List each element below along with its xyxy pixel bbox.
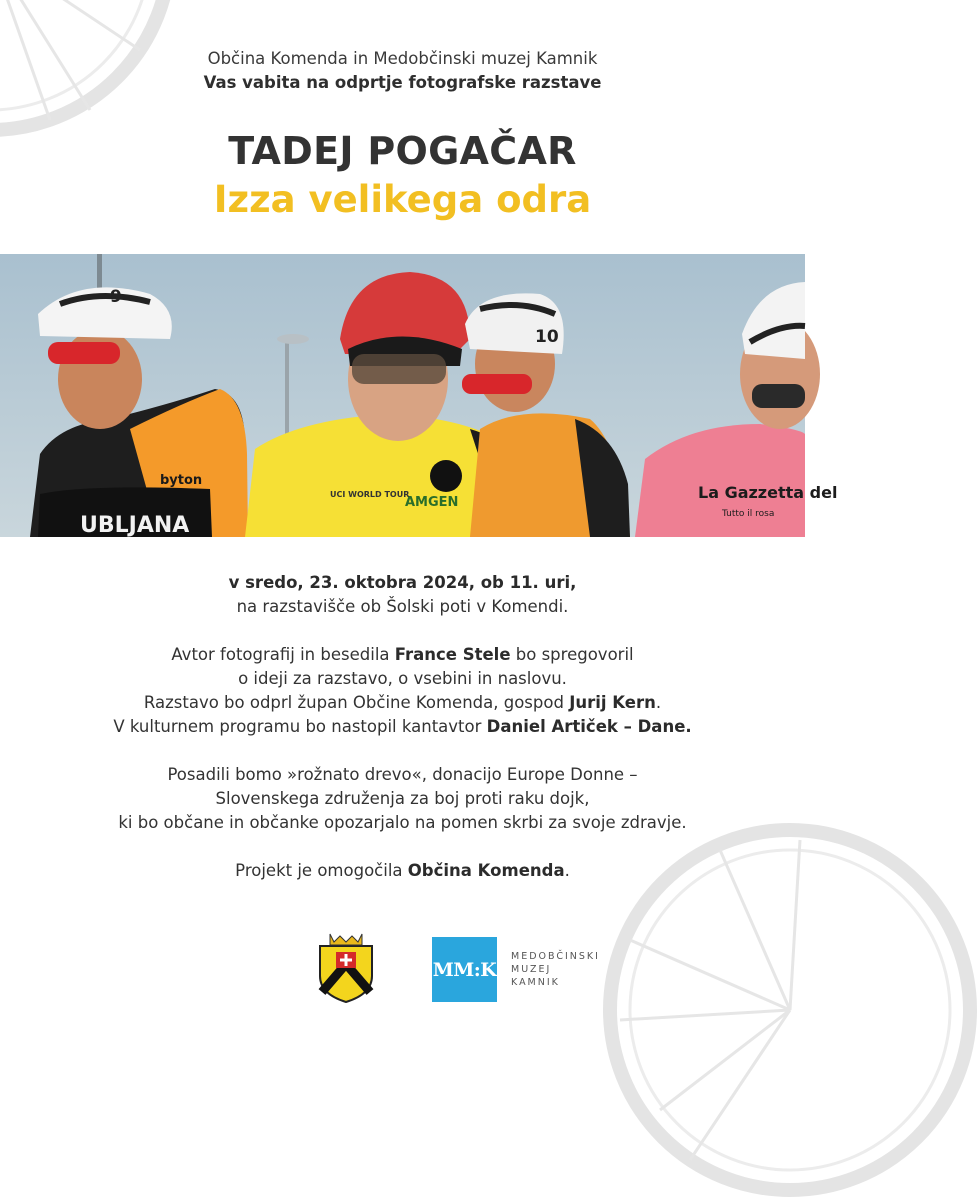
program-line-mayor bbox=[0, 691, 805, 715]
author-name: France Stele bbox=[394, 645, 511, 664]
program-line-topic: o ideji za razstavo, o vsebini in naslovu. bbox=[238, 669, 567, 688]
svg-text:9: 9 bbox=[110, 287, 122, 307]
mayor-name: Jurij Kern bbox=[569, 693, 656, 712]
intro-line-invitation: Vas vabita na odprtje fotografske razstave bbox=[203, 73, 602, 92]
event-hour: 11. bbox=[509, 573, 539, 592]
mmk-logo-mark: MM:K bbox=[432, 937, 497, 1002]
sponsor-text: . bbox=[564, 861, 570, 880]
svg-text:Tutto il rosa: Tutto il rosa bbox=[722, 509, 775, 519]
program-line-author bbox=[0, 643, 805, 667]
event-location: na razstavišče ob Šolski poti v Komendi. bbox=[236, 597, 569, 616]
komenda-coat-of-arms-icon bbox=[316, 932, 376, 1004]
program-line-musician bbox=[0, 715, 805, 739]
exhibition-title: TADEJ POGAČAR bbox=[228, 129, 577, 173]
donation-line-3: ki bo občane in občanke opozarjalo na pomen skrbi za svoje zdravje. bbox=[118, 813, 687, 832]
sponsor-note bbox=[0, 859, 805, 883]
donation-line-1: Posadili bomo »rožnato drevo«, donacijo Europe Donne – bbox=[167, 765, 638, 784]
cyclists-photo bbox=[0, 254, 838, 538]
svg-text:UCI WORLD TOUR: UCI WORLD TOUR bbox=[330, 490, 410, 499]
svg-text:byton: byton bbox=[160, 473, 203, 488]
bicycle-wheel-decoration-icon bbox=[0, 0, 180, 140]
event-date-line bbox=[0, 571, 805, 595]
mmk-line: MUZEJ bbox=[511, 964, 552, 975]
program-text: bo spregovoril bbox=[510, 645, 634, 664]
event-date-post: uri, bbox=[538, 573, 577, 592]
event-weekday: v sredo, bbox=[228, 573, 310, 592]
intro-line-organizers: Občina Komenda in Medobčinski muzej Kamnik bbox=[207, 49, 598, 68]
sponsor-text: Projekt je omogočila bbox=[235, 861, 408, 880]
mmk-line: MEDOBČINSKI bbox=[511, 951, 600, 962]
event-date: 23. oktobra 2024 bbox=[309, 573, 469, 592]
event-date-mid: , ob bbox=[468, 573, 510, 592]
donation-line-2: Slovenskega združenja za boj proti raku dojk, bbox=[215, 789, 590, 808]
exhibition-subtitle: Izza velikega odra bbox=[213, 178, 592, 221]
mmk-logo-text bbox=[511, 950, 600, 989]
program-text: . bbox=[655, 693, 662, 712]
musician-name: Daniel Artiček – Dane. bbox=[486, 717, 692, 736]
program-text: V kulturnem programu bo nastopil kantavtor bbox=[113, 717, 487, 736]
program-text: Razstavo bo odprl župan Občine Komenda, gospod bbox=[143, 693, 570, 712]
sponsor-name: Občina Komenda bbox=[407, 861, 565, 880]
svg-text:UBLJANA: UBLJANA bbox=[80, 513, 190, 538]
svg-text:10: 10 bbox=[535, 327, 559, 347]
mmk-line: KAMNIK bbox=[511, 977, 560, 988]
svg-text:La Gazzetta del: La Gazzetta del bbox=[698, 483, 838, 502]
program-text: Avtor fotografij in besedila bbox=[171, 645, 395, 664]
svg-text:AMGEN: AMGEN bbox=[405, 495, 459, 510]
